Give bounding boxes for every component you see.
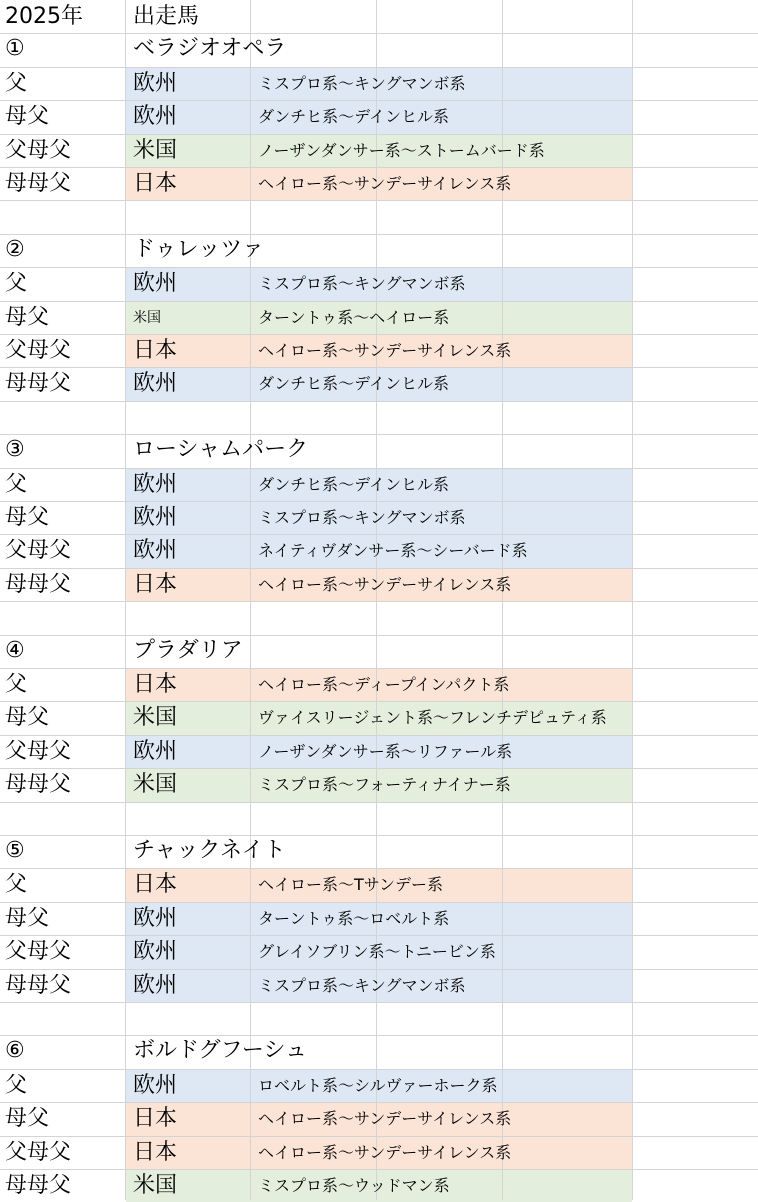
row-gridline — [0, 668, 758, 669]
horse-name-cell[interactable]: プラダリア — [133, 637, 243, 663]
row-gridline — [0, 167, 758, 168]
row-gridline — [0, 835, 758, 836]
role-cell[interactable]: 母父 — [5, 505, 50, 530]
role-cell[interactable]: 母母父 — [5, 571, 72, 597]
column-gridline — [250, 0, 251, 1200]
horse-number-cell[interactable]: ④ — [5, 637, 25, 663]
role-cell[interactable]: 父 — [5, 672, 28, 697]
sire-line-cell[interactable]: ダンチヒ系～デインヒル系 — [258, 107, 450, 127]
role-cell[interactable]: 父母父 — [5, 538, 72, 564]
horse-name-cell[interactable]: ベラジオオペラ — [133, 36, 287, 62]
row-gridline — [0, 534, 758, 535]
region-cell[interactable]: 欧州 — [133, 70, 178, 96]
role-cell[interactable]: 父 — [5, 271, 28, 297]
role-cell[interactable]: 父母父 — [5, 1139, 72, 1165]
sire-line-cell[interactable]: ヘイロー系～Tサンデー系 — [258, 875, 443, 895]
region-cell[interactable]: 日本 — [133, 338, 178, 363]
region-cell[interactable]: 日本 — [133, 872, 178, 898]
row-gridline — [0, 1069, 758, 1070]
row-gridline — [0, 267, 758, 268]
year-cell[interactable]: 2025年 — [5, 4, 83, 29]
horse-name-cell[interactable]: ドゥレッツァ — [133, 236, 265, 262]
row-gridline — [0, 802, 758, 803]
sire-line-cell[interactable]: ターントゥ系～ロベルト系 — [258, 908, 450, 928]
sire-line-cell[interactable]: ミスプロ系～キングマンボ系 — [258, 975, 466, 995]
sire-line-cell[interactable]: ヘイロー系～サンデーサイレンス系 — [258, 1109, 512, 1129]
role-cell[interactable]: 母母父 — [5, 371, 72, 397]
role-cell[interactable]: 父 — [5, 70, 28, 96]
role-cell[interactable]: 父 — [5, 1072, 28, 1098]
row-gridline — [0, 468, 758, 469]
row-gridline — [0, 768, 758, 769]
row-gridline — [0, 1035, 758, 1036]
region-cell[interactable]: 欧州 — [133, 371, 178, 397]
role-cell[interactable]: 母父 — [5, 705, 50, 731]
role-cell[interactable]: 母父 — [5, 304, 50, 330]
sire-line-cell[interactable]: ロベルト系～シルヴァーホーク系 — [258, 1075, 498, 1095]
row-gridline — [0, 401, 758, 402]
row-gridline — [0, 200, 758, 201]
role-cell[interactable]: 父母父 — [5, 137, 72, 163]
role-cell[interactable]: 母母父 — [5, 772, 72, 798]
row-gridline — [0, 1102, 758, 1103]
sire-line-cell[interactable]: ダンチヒ系～デインヒル系 — [258, 374, 450, 394]
role-cell[interactable]: 父母父 — [5, 738, 72, 764]
sire-line-cell[interactable]: グレイソブリン系～トニービン系 — [258, 942, 496, 962]
sire-line-cell[interactable]: ミスプロ系～ウッドマン系 — [258, 1176, 450, 1195]
horse-number-cell[interactable]: ① — [5, 36, 25, 62]
role-cell[interactable]: 母父 — [5, 104, 50, 130]
row-gridline — [0, 701, 758, 702]
region-cell[interactable]: 欧州 — [133, 471, 178, 497]
horse-number-cell[interactable]: ⑥ — [5, 1038, 25, 1064]
sire-line-cell[interactable]: ノーザンダンサー系～リファール系 — [258, 741, 513, 761]
row-gridline — [0, 134, 758, 135]
horse-name-cell[interactable]: ボルドグフーシュ — [133, 1038, 308, 1064]
row-gridline — [0, 868, 758, 869]
horse-name-cell[interactable]: ローシャムパーク — [133, 437, 309, 463]
role-cell[interactable]: 母母父 — [5, 972, 72, 998]
sire-line-cell[interactable]: ヘイロー系～サンデーサイレンス系 — [258, 341, 512, 360]
row-gridline — [0, 301, 758, 302]
role-cell[interactable]: 母父 — [5, 905, 50, 931]
region-cell[interactable]: 欧州 — [133, 505, 178, 530]
horse-number-cell[interactable]: ⑤ — [5, 838, 25, 863]
row-gridline — [0, 234, 758, 235]
horse-number-cell[interactable]: ③ — [5, 437, 25, 463]
region-cell[interactable]: 米国 — [133, 772, 178, 798]
sire-line-cell[interactable]: ミスプロ系～キングマンボ系 — [258, 274, 466, 294]
row-gridline — [0, 434, 758, 435]
row-gridline — [0, 735, 758, 736]
region-cell[interactable]: 米国 — [133, 309, 161, 326]
role-cell[interactable]: 父母父 — [5, 939, 72, 965]
row-gridline — [0, 568, 758, 569]
region-cell[interactable]: 欧州 — [133, 1072, 178, 1098]
role-cell[interactable]: 母母父 — [5, 171, 72, 196]
row-gridline — [0, 601, 758, 602]
row-gridline — [0, 935, 758, 936]
region-cell[interactable]: 欧州 — [133, 939, 178, 965]
role-cell[interactable]: 父 — [5, 471, 28, 497]
role-cell[interactable]: 母母父 — [5, 1173, 72, 1198]
row-gridline — [0, 902, 758, 903]
role-cell[interactable]: 父 — [5, 872, 28, 898]
horse-number-cell[interactable]: ② — [5, 236, 25, 262]
sire-line-cell[interactable]: ミスプロ系～キングマンボ系 — [258, 508, 466, 527]
region-cell[interactable]: 欧州 — [133, 104, 178, 130]
region-cell[interactable]: 日本 — [133, 1139, 178, 1165]
row-gridline — [0, 1002, 758, 1003]
row-gridline — [0, 67, 758, 68]
region-cell[interactable]: 欧州 — [133, 905, 178, 931]
sire-line-cell[interactable]: ヴァイスリージェント系～フレンチデピュティ系 — [258, 708, 607, 728]
row-gridline — [0, 100, 758, 101]
region-cell[interactable]: 日本 — [133, 171, 178, 196]
region-cell[interactable]: 日本 — [133, 1106, 178, 1132]
sire-line-cell[interactable]: ミスプロ系～フォーティナイナー系 — [258, 775, 511, 795]
row-gridline — [0, 33, 758, 34]
sire-line-cell[interactable]: ミスプロ系～キングマンボ系 — [258, 73, 466, 93]
sire-line-cell[interactable]: ヘイロー系～サンデーサイレンス系 — [258, 174, 512, 193]
row-gridline — [0, 367, 758, 368]
sire-line-cell[interactable]: ノーザンダンサー系～ストームバード系 — [258, 140, 545, 160]
role-cell[interactable]: 母父 — [5, 1106, 50, 1132]
region-cell[interactable]: 米国 — [133, 137, 178, 163]
column-gridline — [632, 0, 633, 1200]
row-gridline — [0, 635, 758, 636]
region-cell[interactable]: 欧州 — [133, 538, 178, 564]
region-cell[interactable]: 欧州 — [133, 738, 178, 764]
sire-line-cell[interactable]: ヘイロー系～サンデーサイレンス系 — [258, 574, 512, 594]
horse-name-cell[interactable]: チャックネイト — [133, 838, 286, 863]
role-cell[interactable]: 父母父 — [5, 338, 72, 363]
region-cell[interactable]: 日本 — [133, 672, 178, 697]
sire-line-cell[interactable]: ヘイロー系～サンデーサイレンス系 — [258, 1142, 512, 1162]
sire-line-cell[interactable]: ヘイロー系～ディープインパクト系 — [258, 675, 510, 694]
region-cell[interactable]: 欧州 — [133, 271, 178, 297]
header-label-cell[interactable]: 出走馬 — [133, 4, 200, 29]
region-cell[interactable]: 米国 — [133, 705, 178, 731]
row-gridline — [0, 1136, 758, 1137]
row-gridline — [0, 969, 758, 970]
sire-line-cell[interactable]: ターントゥ系～ヘイロー系 — [258, 307, 450, 327]
sire-line-cell[interactable]: ネイティヴダンサー系～シーバード系 — [258, 541, 528, 561]
region-cell[interactable]: 日本 — [133, 571, 178, 597]
region-cell[interactable]: 米国 — [133, 1173, 178, 1198]
sire-line-cell[interactable]: ダンチヒ系～デインヒル系 — [258, 474, 450, 494]
row-gridline — [0, 501, 758, 502]
column-gridline — [125, 0, 126, 1200]
row-gridline — [0, 334, 758, 335]
row-gridline — [0, 1169, 758, 1170]
region-cell[interactable]: 欧州 — [133, 972, 178, 998]
